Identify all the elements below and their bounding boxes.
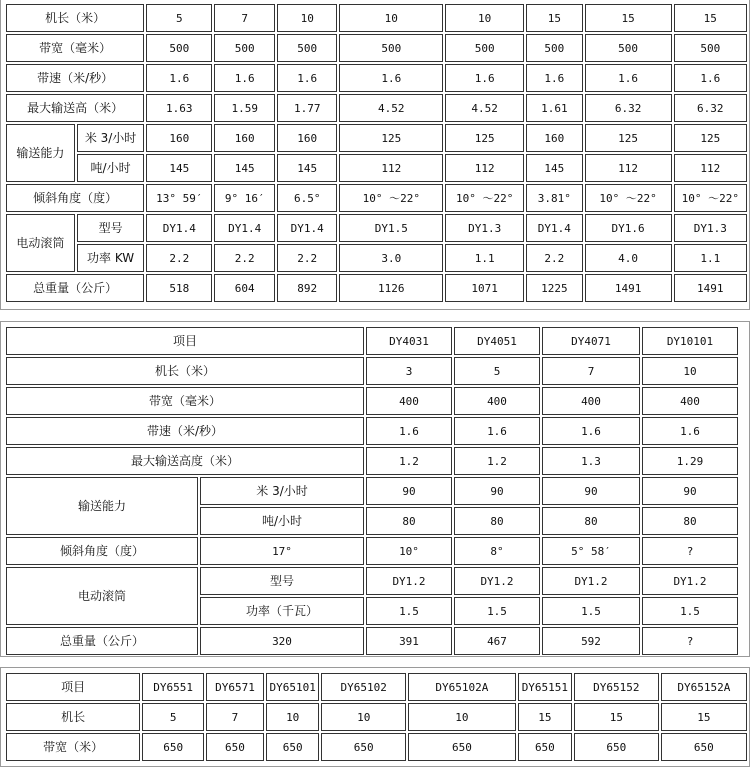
- cell: 604: [214, 274, 275, 302]
- model-header: DY65101: [266, 673, 319, 701]
- cell: 112: [445, 154, 524, 182]
- cell: 10: [408, 703, 516, 731]
- cell: ?: [642, 627, 738, 655]
- cell: 400: [366, 387, 452, 415]
- row-label: 机长（米）: [6, 357, 364, 385]
- cell: 8°: [454, 537, 540, 565]
- cell: 500: [339, 34, 443, 62]
- cell: 518: [146, 274, 212, 302]
- cell: DY1.4: [277, 214, 337, 242]
- cell: DY1.4: [214, 214, 275, 242]
- cell: 9° 16′: [214, 184, 275, 212]
- cell: 10: [266, 703, 319, 731]
- cell: 500: [674, 34, 747, 62]
- cell: 1.5: [542, 597, 640, 625]
- cell: 10° ～22°: [674, 184, 747, 212]
- cell: 125: [674, 124, 747, 152]
- spec-table-400mm-panel: [0, 321, 750, 657]
- table-row: [6, 447, 738, 475]
- cell: 4.0: [585, 244, 672, 272]
- table-row: [6, 184, 747, 212]
- group-label: 电动滚筒: [6, 214, 75, 272]
- spec-table-500mm: [4, 2, 749, 304]
- row-label: 带宽（毫米）: [6, 34, 144, 62]
- cell: DY1.4: [526, 214, 583, 242]
- cell: 10° ～22°: [445, 184, 524, 212]
- cell: 10: [445, 4, 524, 32]
- cell: 650: [518, 733, 572, 761]
- table-header-row: [6, 673, 747, 701]
- table-row: [6, 417, 738, 445]
- cell: 160: [277, 124, 337, 152]
- row-label: 总重量（公斤）: [6, 274, 144, 302]
- cell: 1.29: [642, 447, 738, 475]
- header-label: 项目: [6, 327, 364, 355]
- cell: DY1.2: [642, 567, 738, 595]
- cell: 650: [574, 733, 659, 761]
- table-header-row: [6, 327, 738, 355]
- cell: 650: [266, 733, 319, 761]
- table-row: [6, 214, 747, 242]
- cell: 1.3: [542, 447, 640, 475]
- row-label: 总重量（公斤）: [6, 627, 198, 655]
- cell: 320: [200, 627, 364, 655]
- row-label: 带速（米/秒）: [6, 64, 144, 92]
- cell: 500: [214, 34, 275, 62]
- row-label: 吨/小时: [77, 154, 144, 182]
- cell: 160: [146, 124, 212, 152]
- cell: 1.1: [674, 244, 747, 272]
- cell: 500: [445, 34, 524, 62]
- table-row: [6, 94, 747, 122]
- cell: 1.6: [454, 417, 540, 445]
- model-header: DY65152A: [661, 673, 747, 701]
- cell: DY1.5: [339, 214, 443, 242]
- cell: 6.5°: [277, 184, 337, 212]
- model-header: DY4051: [454, 327, 540, 355]
- model-header: DY10101: [642, 327, 738, 355]
- table-row: [6, 4, 747, 32]
- cell: 7: [206, 703, 264, 731]
- model-header: DY65102A: [408, 673, 516, 701]
- cell: 3.81°: [526, 184, 583, 212]
- cell: 80: [366, 507, 452, 535]
- cell: 1071: [445, 274, 524, 302]
- cell: DY1.4: [146, 214, 212, 242]
- cell: 5: [146, 4, 212, 32]
- cell: 112: [585, 154, 672, 182]
- cell: 1.63: [146, 94, 212, 122]
- row-label: 米 3/小时: [200, 477, 364, 505]
- row-label: 倾斜角度（度）: [6, 184, 144, 212]
- row-label: 倾斜角度（度）: [6, 537, 198, 565]
- cell: 2.2: [214, 244, 275, 272]
- cell: 6.32: [674, 94, 747, 122]
- cell: 1491: [585, 274, 672, 302]
- cell: 650: [142, 733, 204, 761]
- cell: 15: [518, 703, 572, 731]
- cell: 10: [642, 357, 738, 385]
- cell: 145: [277, 154, 337, 182]
- cell: 90: [454, 477, 540, 505]
- table-row: [6, 124, 747, 152]
- model-header: DY65151: [518, 673, 572, 701]
- cell: 1.6: [585, 64, 672, 92]
- cell: 7: [542, 357, 640, 385]
- table-row: [6, 274, 747, 302]
- model-header: DY4031: [366, 327, 452, 355]
- cell: DY1.3: [445, 214, 524, 242]
- cell: 1.6: [674, 64, 747, 92]
- cell: 1.5: [366, 597, 452, 625]
- cell: 15: [585, 4, 672, 32]
- cell: 1.6: [339, 64, 443, 92]
- cell: 10: [277, 4, 337, 32]
- cell: 1126: [339, 274, 443, 302]
- cell: 15: [674, 4, 747, 32]
- cell: 500: [585, 34, 672, 62]
- cell: 650: [206, 733, 264, 761]
- table-row: [6, 64, 747, 92]
- cell: DY1.2: [366, 567, 452, 595]
- row-label: 机长: [6, 703, 140, 731]
- cell: 10° ～22°: [585, 184, 672, 212]
- cell: 1.6: [277, 64, 337, 92]
- cell: 80: [454, 507, 540, 535]
- group-label: 输送能力: [6, 477, 198, 535]
- group-label: 输送能力: [6, 124, 75, 182]
- spec-table-500mm-panel: [0, 0, 750, 310]
- row-label: 米 3/小时: [77, 124, 144, 152]
- cell: 15: [526, 4, 583, 32]
- cell: 1.6: [146, 64, 212, 92]
- cell: 125: [339, 124, 443, 152]
- cell: 2.2: [277, 244, 337, 272]
- cell: 400: [642, 387, 738, 415]
- table-row: [6, 733, 747, 761]
- model-header: DY6551: [142, 673, 204, 701]
- model-header: DY65152: [574, 673, 659, 701]
- cell: DY1.2: [454, 567, 540, 595]
- cell: 1.6: [542, 417, 640, 445]
- cell: 17°: [200, 537, 364, 565]
- cell: 400: [454, 387, 540, 415]
- cell: 2.2: [526, 244, 583, 272]
- cell: 5: [142, 703, 204, 731]
- cell: 10: [321, 703, 406, 731]
- cell: 125: [445, 124, 524, 152]
- cell: 6.32: [585, 94, 672, 122]
- table-row: [6, 387, 738, 415]
- cell: 500: [277, 34, 337, 62]
- table-row: [6, 477, 738, 505]
- cell: 90: [366, 477, 452, 505]
- cell: 160: [526, 124, 583, 152]
- cell: 1.59: [214, 94, 275, 122]
- row-label: 最大输送高度（米）: [6, 447, 364, 475]
- cell: 145: [214, 154, 275, 182]
- spec-table-650mm: [4, 671, 749, 763]
- cell: 80: [642, 507, 738, 535]
- cell: 90: [542, 477, 640, 505]
- cell: 3.0: [339, 244, 443, 272]
- cell: 650: [408, 733, 516, 761]
- spec-table-400mm: [4, 325, 740, 657]
- row-label: 吨/小时: [200, 507, 364, 535]
- cell: DY1.3: [674, 214, 747, 242]
- cell: ?: [642, 537, 738, 565]
- cell: 467: [454, 627, 540, 655]
- cell: 1.6: [642, 417, 738, 445]
- table-row: [6, 537, 738, 565]
- table-row: [6, 34, 747, 62]
- cell: 10°: [366, 537, 452, 565]
- model-header: DY4071: [542, 327, 640, 355]
- cell: 4.52: [339, 94, 443, 122]
- row-label: 带宽（毫米）: [6, 387, 364, 415]
- cell: 1225: [526, 274, 583, 302]
- row-label: 带宽（米）: [6, 733, 140, 761]
- cell: 892: [277, 274, 337, 302]
- cell: 1.2: [454, 447, 540, 475]
- table-row: [6, 244, 747, 272]
- cell: 400: [542, 387, 640, 415]
- table-row: [6, 627, 738, 655]
- cell: 5° 58′: [542, 537, 640, 565]
- cell: 112: [674, 154, 747, 182]
- row-label: 型号: [77, 214, 144, 242]
- cell: 15: [574, 703, 659, 731]
- cell: 145: [146, 154, 212, 182]
- cell: 4.52: [445, 94, 524, 122]
- cell: 145: [526, 154, 583, 182]
- cell: 650: [661, 733, 747, 761]
- cell: 13° 59′: [146, 184, 212, 212]
- cell: 112: [339, 154, 443, 182]
- cell: 2.2: [146, 244, 212, 272]
- cell: 10: [339, 4, 443, 32]
- cell: 3: [366, 357, 452, 385]
- cell: 1.2: [366, 447, 452, 475]
- cell: 1.5: [454, 597, 540, 625]
- table-row: [6, 154, 747, 182]
- cell: DY1.6: [585, 214, 672, 242]
- cell: 1.77: [277, 94, 337, 122]
- model-header: DY6571: [206, 673, 264, 701]
- cell: 90: [642, 477, 738, 505]
- cell: 500: [146, 34, 212, 62]
- cell: 1.1: [445, 244, 524, 272]
- cell: 1491: [674, 274, 747, 302]
- cell: 10° ～22°: [339, 184, 443, 212]
- cell: 1.61: [526, 94, 583, 122]
- row-label: 功率（千瓦）: [200, 597, 364, 625]
- cell: 80: [542, 507, 640, 535]
- cell: 5: [454, 357, 540, 385]
- cell: 592: [542, 627, 640, 655]
- cell: 1.6: [526, 64, 583, 92]
- row-label: 机长（米）: [6, 4, 144, 32]
- cell: DY1.2: [542, 567, 640, 595]
- row-label: 最大输送高（米）: [6, 94, 144, 122]
- table-row: [6, 703, 747, 731]
- spec-table-650mm-panel: [0, 667, 750, 767]
- header-label: 项目: [6, 673, 140, 701]
- cell: 7: [214, 4, 275, 32]
- group-label: 电动滚筒: [6, 567, 198, 625]
- cell: 160: [214, 124, 275, 152]
- cell: 650: [321, 733, 406, 761]
- table-row: [6, 357, 738, 385]
- cell: 15: [661, 703, 747, 731]
- row-label: 带速（米/秒）: [6, 417, 364, 445]
- row-label: 功率 KW: [77, 244, 144, 272]
- cell: 125: [585, 124, 672, 152]
- cell: 391: [366, 627, 452, 655]
- cell: 500: [526, 34, 583, 62]
- model-header: DY65102: [321, 673, 406, 701]
- cell: 1.6: [214, 64, 275, 92]
- cell: 1.6: [366, 417, 452, 445]
- cell: 1.6: [445, 64, 524, 92]
- table-row: [6, 567, 738, 595]
- cell: 1.5: [642, 597, 738, 625]
- row-label: 型号: [200, 567, 364, 595]
